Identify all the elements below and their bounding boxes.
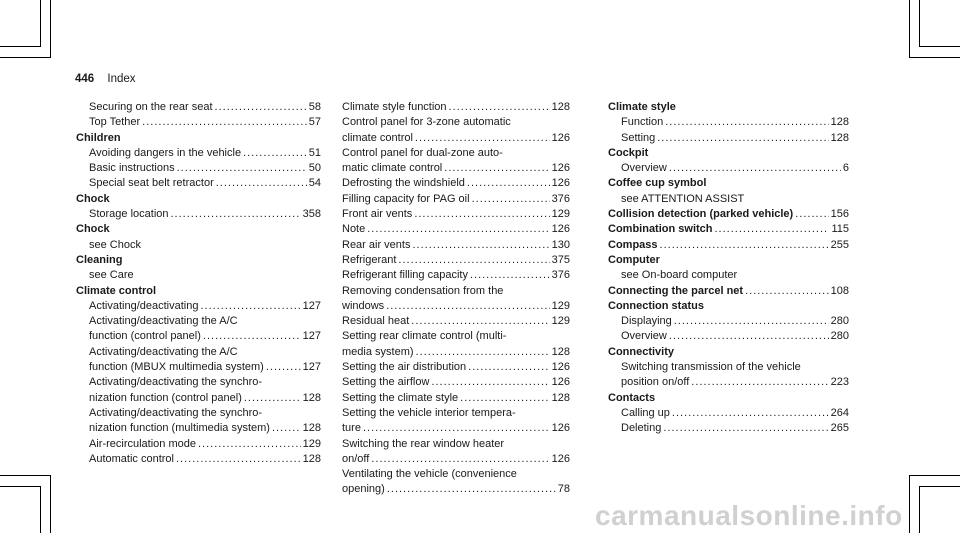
page-ref: 126 [551,223,570,236]
entry-text: Special seat belt retractor [89,177,214,190]
page-ref: 130 [551,238,570,251]
crop-mark [50,0,51,58]
index-heading: Chock [76,192,110,205]
page-ref: 129 [551,208,570,221]
page-ref: 126 [551,131,570,144]
index-column-1 [76,100,321,467]
dot-leader [386,299,549,314]
dot-leader [176,452,301,467]
index-entry [76,314,321,345]
crop-mark [919,0,920,47]
entry-text: Setting [621,131,656,144]
page-ref: 115 [831,223,849,236]
entry-text: Activating/deactivating [89,299,199,312]
page-ref: 376 [551,269,570,282]
dot-leader [431,375,549,390]
entry-text: nization function (control panel) [89,391,242,404]
entry-text: Note [342,223,366,236]
index-column-2 [342,100,570,498]
entry-text: Climate style function [342,101,447,113]
dot-leader [411,314,549,329]
entry-text: matic climate control [342,162,443,175]
dot-leader [371,452,549,467]
page-ref: 126 [551,422,570,435]
page-header [75,73,136,85]
entry-line: Removing condensation from the [342,284,504,297]
entry-text: climate control [342,131,413,144]
index-heading: Connectivity [608,345,675,358]
index-heading: Computer [608,253,660,266]
index-entry [342,329,570,360]
index-heading: Climate style [608,101,676,113]
crop-mark [909,0,910,58]
page-ref: 128 [302,452,321,465]
index-heading [608,238,849,253]
entry-line: Control panel for 3-zone automatic [342,116,511,129]
index-entry [342,268,570,283]
dot-leader [200,299,300,314]
page-ref: 127 [302,330,321,343]
page-ref: 58 [308,101,321,113]
index-entry [342,207,570,222]
dot-leader [412,238,549,253]
entry-line: Setting rear climate control (multi- [342,330,507,343]
index-entry [342,406,570,437]
entry-text: Setting the air distribution [342,361,467,374]
dot-leader [415,131,550,146]
index-heading: Connection status [608,299,704,312]
entry-text: see ATTENTION ASSIST [621,192,745,205]
entry-text: see Care [89,269,134,282]
page-ref: 223 [830,376,849,389]
index-entry [608,131,849,146]
dot-leader [387,482,556,497]
entry-text: Filling capacity for PAG oil [342,192,470,205]
index-entry [76,100,321,115]
page-ref: 126 [551,177,570,190]
page-ref: 255 [830,238,849,251]
dot-leader [674,314,829,329]
index-heading: Coffee cup symbol [608,177,707,190]
entry-text: see On-board computer [621,269,738,282]
dot-leader [272,421,301,436]
page-ref: 127 [302,299,321,312]
entry-text: Setting the airflow [342,376,430,389]
entry-text: Securing on the rear seat [89,101,213,113]
index-entry [76,268,321,283]
entry-line: Control panel for dual-zone auto- [342,146,503,159]
index-heading [608,207,849,222]
page-ref: 78 [557,483,570,496]
entry-text: Refrigerant filling capacity [342,269,468,282]
dot-leader [468,360,550,375]
index-entry [342,284,570,315]
dot-leader [665,115,828,130]
crop-mark [50,475,51,533]
page-ref: 108 [830,284,849,297]
index-heading: Cockpit [608,146,649,159]
page-ref: 128 [830,116,849,129]
index-entry [76,375,321,406]
index-entry [76,437,321,452]
entry-text: ture [342,422,361,435]
page-ref: 51 [308,146,321,159]
page-ref: 280 [830,315,849,328]
crop-mark [909,475,910,533]
dot-leader [467,176,550,191]
index-entry [76,115,321,130]
page-ref: 280 [830,330,849,343]
dot-leader [715,222,830,237]
dot-leader [367,222,549,237]
index-entry [608,406,849,421]
page-ref: 126 [551,162,570,175]
page-number: 446 [75,73,95,85]
index-entry [76,238,321,253]
entry-text: nization function (multimedia system) [89,422,270,435]
crop-mark [919,486,920,533]
entry-text: function (MBUX multimedia system) [89,361,264,374]
dot-leader [470,268,550,283]
entry-line: Activating/deactivating the A/C [89,345,238,358]
dot-leader [691,375,828,390]
crop-mark [909,57,960,58]
dot-leader [171,207,301,222]
entry-text: Avoiding dangers in the vehicle [89,146,242,159]
index-heading: Cleaning [76,253,123,266]
entry-text: function (control panel) [89,330,201,343]
index-entry [76,452,321,467]
dot-leader [472,192,550,207]
dot-leader [663,421,828,436]
page-ref: 264 [830,406,849,419]
page-ref: 128 [302,422,321,435]
index-entry [608,192,849,207]
dot-leader [745,284,829,299]
page-ref: 50 [308,162,321,175]
page-ref: 127 [302,361,321,374]
index-entry [608,421,849,436]
dot-leader [795,207,828,222]
watermark: carmanualsonline.info [595,500,903,531]
page-ref: 126 [551,376,570,389]
entry-line: Switching transmission of the vehicle [621,361,801,374]
dot-leader [416,345,550,360]
entry-text: Compass [608,238,658,251]
page-ref: 128 [302,391,321,404]
entry-text: Refrigerant [342,253,397,266]
entry-text: Collision detection (parked vehicle) [608,208,794,221]
index-entry [342,467,570,498]
page-ref: 128 [830,131,849,144]
page-ref: 128 [551,101,570,113]
entry-text: Overview [621,330,667,343]
index-heading: Contacts [608,391,656,404]
dot-leader [142,115,307,130]
index-entry [342,391,570,406]
index-entry [76,207,321,222]
page-ref: 128 [551,345,570,358]
page-ref: 126 [551,452,570,465]
entry-text: media system) [342,345,414,358]
page-ref: 54 [308,177,321,190]
index-entry [342,192,570,207]
crop-mark [909,475,960,476]
page-ref: 57 [308,116,321,129]
index-entry [342,253,570,268]
index-entry [608,161,849,176]
index-heading [608,222,849,237]
entry-text: Deleting [621,422,662,435]
index-column-3 [608,100,849,437]
index-entry [608,268,849,283]
index-entry [608,314,849,329]
entry-line: Setting the vehicle interior tempera- [342,406,516,419]
entry-text: Front air vents [342,208,413,221]
entry-text: Storage location [89,208,169,221]
page-ref: 128 [551,391,570,404]
crop-mark [0,475,51,476]
entry-text: Overview [621,162,667,175]
entry-text: position on/off [621,376,690,389]
entry-text: Defrosting the windshield [342,177,465,190]
entry-line: Switching the rear window heater [342,437,505,450]
index-entry [342,222,570,237]
index-entry [76,406,321,437]
crop-mark [0,46,41,47]
index-entry [608,360,849,391]
page-ref: 265 [830,422,849,435]
index-heading [608,284,849,299]
crop-mark [40,486,41,533]
index-heading: Chock [76,223,110,236]
dot-leader [414,207,549,222]
entry-text: opening) [342,483,385,496]
entry-text: Air-recirculation mode [89,437,196,450]
entry-text: on/off [342,452,370,465]
index-entry [342,176,570,191]
index-entry [342,375,570,390]
page-ref: 376 [551,192,570,205]
dot-leader [669,329,829,344]
crop-mark [40,0,41,47]
index-entry [342,360,570,375]
dot-leader [449,100,550,115]
entry-line: Ventilating the vehicle (convenience [342,468,517,481]
index-entry [76,146,321,161]
index-entry [608,115,849,130]
dot-leader [198,437,301,452]
entry-text: see Chock [89,238,141,251]
index-heading: Children [76,131,121,144]
entry-text: Basic instructions [89,162,175,175]
entry-text: Automatic control [89,452,174,465]
entry-text: Connecting the parcel net [608,284,744,297]
index-entry [76,161,321,176]
entry-text: Residual heat [342,315,410,328]
entry-text: Calling up [621,406,670,419]
entry-text: Function [621,116,664,129]
entry-text: Top Tether [89,116,141,129]
index-entry [342,146,570,177]
dot-leader [266,360,301,375]
page-ref: 129 [551,315,570,328]
page-ref: 375 [551,253,570,266]
entry-line: Activating/deactivating the synchro- [89,406,263,419]
index-entry [608,329,849,344]
index-entry [76,176,321,191]
page-ref: 129 [302,437,321,450]
dot-leader [672,406,829,421]
dot-leader [177,161,307,176]
dot-leader [669,161,841,176]
crop-mark [919,486,960,487]
crop-mark [919,46,960,47]
entry-text: windows [342,299,385,312]
dot-leader [244,391,301,406]
dot-leader [363,421,550,436]
dot-leader [243,146,307,161]
page-ref: 156 [830,208,849,221]
entry-line: Activating/deactivating the synchro- [89,376,263,389]
entry-text: Displaying [621,315,672,328]
entry-text: Rear air vents [342,238,411,251]
index-entry [342,238,570,253]
page-ref: 6 [842,162,849,175]
crop-mark [0,486,41,487]
dot-leader [215,100,307,115]
dot-leader [203,329,301,344]
dot-leader [460,391,549,406]
entry-text: Combination switch [608,223,713,236]
dot-leader [660,238,829,253]
page-ref: 126 [551,361,570,374]
index-entry [342,314,570,329]
dot-leader [216,176,307,191]
index-entry [342,437,570,468]
index-entry [76,299,321,314]
index-entry [342,115,570,146]
index-heading: Climate control [76,284,157,297]
entry-text: Setting the climate style [342,391,459,404]
crop-mark [0,57,51,58]
page-ref: 358 [302,208,321,221]
page-ref: 129 [551,299,570,312]
dot-leader [444,161,549,176]
dot-leader [657,131,828,146]
entry-line: Activating/deactivating the A/C [89,315,238,328]
index-entry [76,345,321,376]
index-entry [342,100,570,115]
dot-leader [398,253,549,268]
page-title: Index [107,73,136,85]
